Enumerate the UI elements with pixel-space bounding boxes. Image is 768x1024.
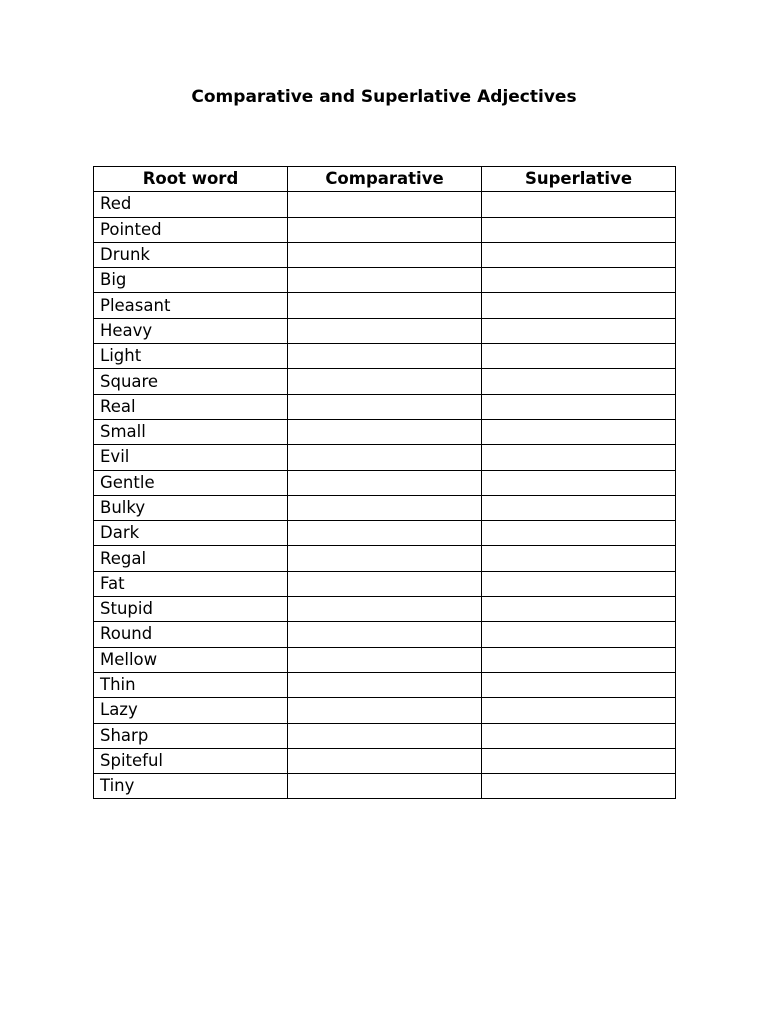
superlative-answer-cell[interactable] xyxy=(482,495,676,520)
root-word-cell: Round xyxy=(94,622,288,647)
root-word-cell: Sharp xyxy=(94,723,288,748)
root-word-cell: Tiny xyxy=(94,774,288,799)
superlative-answer-cell[interactable] xyxy=(482,672,676,697)
superlative-answer-cell[interactable] xyxy=(482,242,676,267)
superlative-answer-cell[interactable] xyxy=(482,318,676,343)
superlative-answer-cell[interactable] xyxy=(482,723,676,748)
table-row xyxy=(94,495,676,520)
table-row xyxy=(94,192,676,217)
superlative-answer-cell[interactable] xyxy=(482,192,676,217)
root-word-cell: Evil xyxy=(94,445,288,470)
table-row xyxy=(94,774,676,799)
superlative-answer-cell[interactable] xyxy=(482,268,676,293)
root-word-cell: Fat xyxy=(94,571,288,596)
root-word-cell: Pleasant xyxy=(94,293,288,318)
comparative-answer-cell[interactable] xyxy=(288,369,482,394)
superlative-answer-cell[interactable] xyxy=(482,369,676,394)
root-word-cell: Real xyxy=(94,394,288,419)
comparative-answer-cell[interactable] xyxy=(288,318,482,343)
table-row xyxy=(94,217,676,242)
superlative-answer-cell[interactable] xyxy=(482,419,676,444)
table-row xyxy=(94,672,676,697)
table-row xyxy=(94,242,676,267)
table-header-row xyxy=(94,167,676,192)
root-word-cell: Heavy xyxy=(94,318,288,343)
superlative-answer-cell[interactable] xyxy=(482,344,676,369)
comparative-answer-cell[interactable] xyxy=(288,672,482,697)
table-row xyxy=(94,571,676,596)
comparative-answer-cell[interactable] xyxy=(288,445,482,470)
superlative-answer-cell[interactable] xyxy=(482,698,676,723)
root-word-cell: Spiteful xyxy=(94,748,288,773)
table-row xyxy=(94,723,676,748)
table-row xyxy=(94,622,676,647)
comparative-answer-cell[interactable] xyxy=(288,419,482,444)
superlative-answer-cell[interactable] xyxy=(482,571,676,596)
root-word-cell: Bulky xyxy=(94,495,288,520)
root-word-cell: Square xyxy=(94,369,288,394)
root-word-cell: Mellow xyxy=(94,647,288,672)
table-row xyxy=(94,369,676,394)
table-body xyxy=(94,192,676,799)
comparative-answer-cell[interactable] xyxy=(288,470,482,495)
header-root-word: Root word xyxy=(94,167,288,192)
comparative-answer-cell[interactable] xyxy=(288,268,482,293)
superlative-answer-cell[interactable] xyxy=(482,394,676,419)
comparative-answer-cell[interactable] xyxy=(288,546,482,571)
superlative-answer-cell[interactable] xyxy=(482,546,676,571)
table-row xyxy=(94,419,676,444)
comparative-answer-cell[interactable] xyxy=(288,597,482,622)
root-word-cell: Drunk xyxy=(94,242,288,267)
page-title: Comparative and Superlative Adjectives xyxy=(191,87,577,107)
superlative-answer-cell[interactable] xyxy=(482,748,676,773)
comparative-answer-cell[interactable] xyxy=(288,192,482,217)
comparative-answer-cell[interactable] xyxy=(288,293,482,318)
table-row xyxy=(94,470,676,495)
superlative-answer-cell[interactable] xyxy=(482,521,676,546)
table-row xyxy=(94,293,676,318)
comparative-answer-cell[interactable] xyxy=(288,622,482,647)
table-row xyxy=(94,318,676,343)
comparative-answer-cell[interactable] xyxy=(288,242,482,267)
comparative-answer-cell[interactable] xyxy=(288,774,482,799)
root-word-cell: Small xyxy=(94,419,288,444)
header-comparative: Comparative xyxy=(288,167,482,192)
root-word-cell: Regal xyxy=(94,546,288,571)
comparative-answer-cell[interactable] xyxy=(288,647,482,672)
root-word-cell: Thin xyxy=(94,672,288,697)
comparative-answer-cell[interactable] xyxy=(288,495,482,520)
adjectives-table xyxy=(93,166,676,799)
table-row xyxy=(94,344,676,369)
root-word-cell: Pointed xyxy=(94,217,288,242)
superlative-answer-cell[interactable] xyxy=(482,774,676,799)
comparative-answer-cell[interactable] xyxy=(288,394,482,419)
superlative-answer-cell[interactable] xyxy=(482,217,676,242)
comparative-answer-cell[interactable] xyxy=(288,723,482,748)
superlative-answer-cell[interactable] xyxy=(482,622,676,647)
superlative-answer-cell[interactable] xyxy=(482,647,676,672)
superlative-answer-cell[interactable] xyxy=(482,293,676,318)
comparative-answer-cell[interactable] xyxy=(288,217,482,242)
comparative-answer-cell[interactable] xyxy=(288,698,482,723)
table-row xyxy=(94,546,676,571)
root-word-cell: Lazy xyxy=(94,698,288,723)
table-row xyxy=(94,698,676,723)
comparative-answer-cell[interactable] xyxy=(288,571,482,596)
header-superlative: Superlative xyxy=(482,167,676,192)
root-word-cell: Stupid xyxy=(94,597,288,622)
superlative-answer-cell[interactable] xyxy=(482,597,676,622)
root-word-cell: Light xyxy=(94,344,288,369)
comparative-answer-cell[interactable] xyxy=(288,344,482,369)
root-word-cell: Dark xyxy=(94,521,288,546)
table-row xyxy=(94,268,676,293)
table-row xyxy=(94,445,676,470)
superlative-answer-cell[interactable] xyxy=(482,445,676,470)
table-row xyxy=(94,394,676,419)
comparative-answer-cell[interactable] xyxy=(288,748,482,773)
table-row xyxy=(94,647,676,672)
table-row xyxy=(94,748,676,773)
table-row xyxy=(94,597,676,622)
table-row xyxy=(94,521,676,546)
comparative-answer-cell[interactable] xyxy=(288,521,482,546)
superlative-answer-cell[interactable] xyxy=(482,470,676,495)
root-word-cell: Big xyxy=(94,268,288,293)
root-word-cell: Red xyxy=(94,192,288,217)
root-word-cell: Gentle xyxy=(94,470,288,495)
